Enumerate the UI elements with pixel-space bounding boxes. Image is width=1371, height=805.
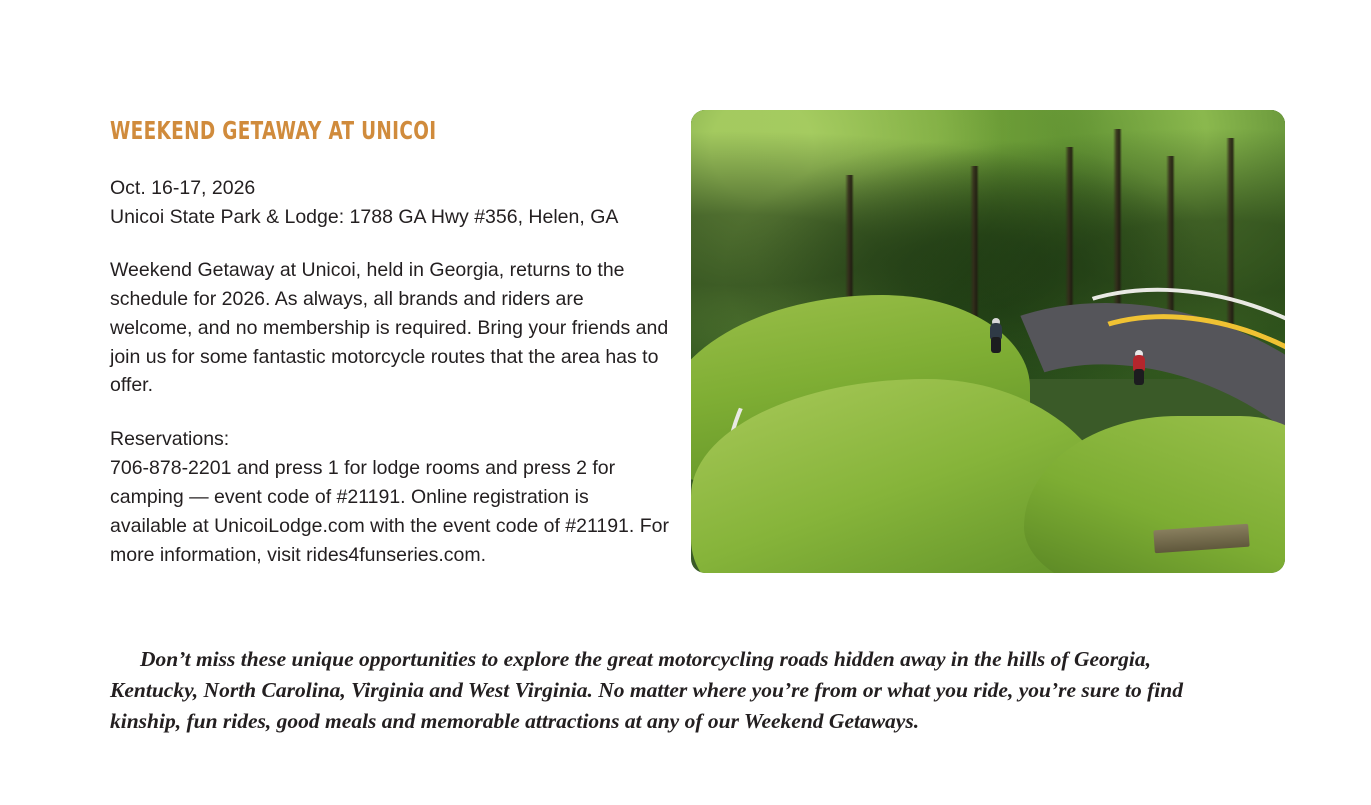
motorcycle-rider-red xyxy=(1131,355,1147,385)
page-title: WEEKEND GETAWAY AT UNICOI xyxy=(110,116,437,145)
event-details xyxy=(110,174,670,232)
photo-illustration xyxy=(691,110,1285,573)
motorcycle-icon xyxy=(1134,369,1144,385)
closing-paragraph: Don’t miss these unique opportunities to explore the great motorcycling roads hidden away in the hills of Georgia, Kentucky, North Carolina, Virginia and West Virginia. No matter where you’re from or what you ride, you’re sure to find kinship, fun rides, good meals and memorable attractions at any of our Weekend Getaways. xyxy=(110,646,1183,734)
event-venue: Unicoi State Park & Lodge: 1788 GA Hwy #356, Helen, GA xyxy=(110,206,619,229)
reservations-details: 706-878-2201 and press 1 for lodge rooms and press 2 for camping — event code of #21191. Online registration is available at UnicoiLodge.com with the event code of #21191. For more information, visit rides4funseries.com. xyxy=(110,457,669,566)
motorcycle-rider-dark xyxy=(988,323,1004,353)
event-photo xyxy=(691,110,1285,573)
reservations-label: Reservations: xyxy=(110,428,230,451)
event-date: Oct. 16-17, 2026 xyxy=(110,177,256,200)
event-description: Weekend Getaway at Unicoi, held in Georgia, returns to the schedule for 2026. As always, all brands and riders are welcome, and no membership is required. Bring your friends and join us for some fantastic motorcycle routes that the area has to offer. xyxy=(110,258,669,397)
article-block xyxy=(110,118,670,570)
motorcycle-icon xyxy=(991,337,1001,353)
reservations-block xyxy=(110,425,670,569)
